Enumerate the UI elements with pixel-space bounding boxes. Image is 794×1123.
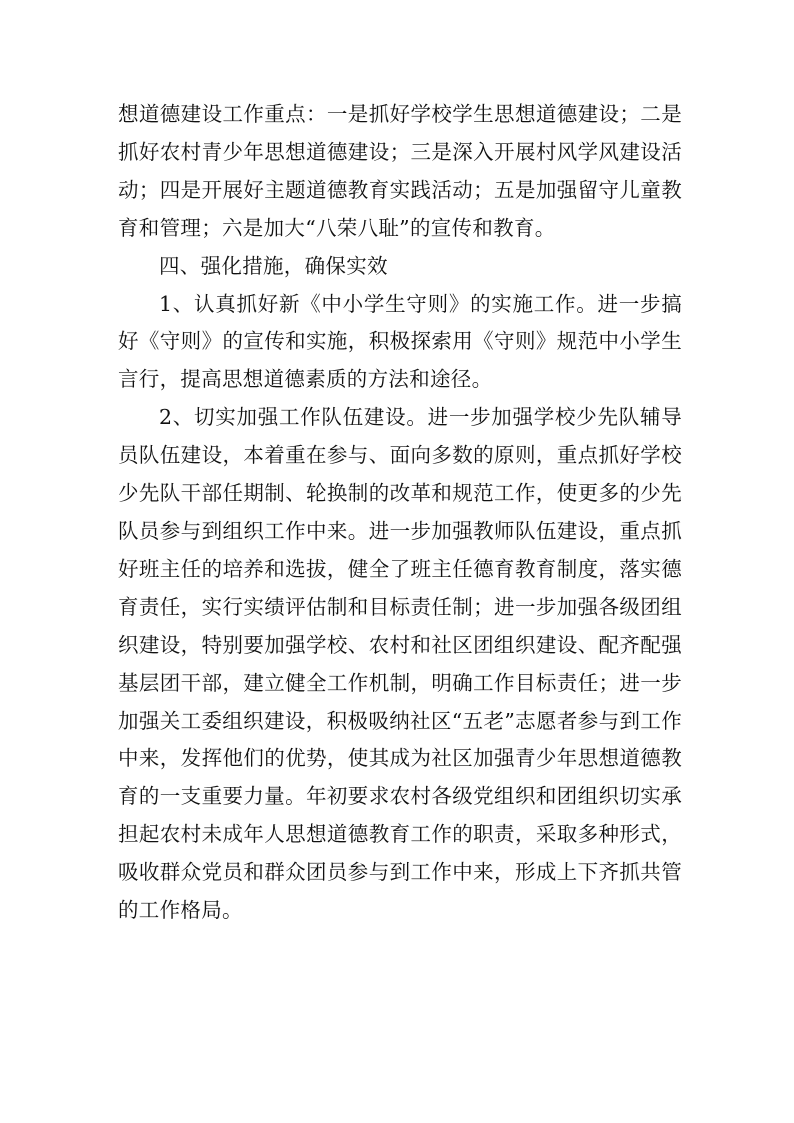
paragraph-moral-priorities: 想道德建设工作重点：一是抓好学校学生思想道德建设；二是抓好农村青少年思想道德建设；三是深入开展村风学风建设活动；四是开展好主题道德教育实践活动；五是加强留守儿童教育和管理；六是加大“八荣八耻”的宣传和教育。 (118, 102, 682, 240)
paragraph-team-building: 2、切实加强工作队伍建设。进一步加强学校少先队辅导员队伍建设，本着重在参与、面向多数的原则，重点抓好学校少先队干部任期制、轮换制的改革和规范工作，使更多的少先队员参与到组织工作中来。进一步加强教师队伍建设，重点抓好班主任的培养和选拔，健全了班主任德育教育制度，落实德育责任，实行实绩评估制和目标责任制；进一步加强各级团组织建设，特别要加强学校、农村和社区团组织建设、配齐配强基层团干部，建立健全工作机制，明确工作目标责任；进一步加强关工委组织建设，积极吸纳社区“五老”志愿者参与到工作中来，发挥他们的优势，使其成为社区加强青少年思想道德教育的一支重要力量。年初要求农村各级党组织和团组织切实承担起农村未成年人思想道德教育工作的职责，采取多种形式，吸收群众党员和群众团员参与到工作中来，形成上下齐抓共管的工作格局。 (118, 405, 682, 923)
document-body (118, 96, 682, 930)
section-heading-measures: 四、强化措施，确保实效 (159, 253, 388, 278)
paragraph-student-code: 1、认真抓好新《中小学生守则》的实施工作。进一步搞好《守则》的宣传和实施，积极探索用《守则》规范中小学生言行，提高思想道德素质的方法和途径。 (118, 291, 682, 392)
